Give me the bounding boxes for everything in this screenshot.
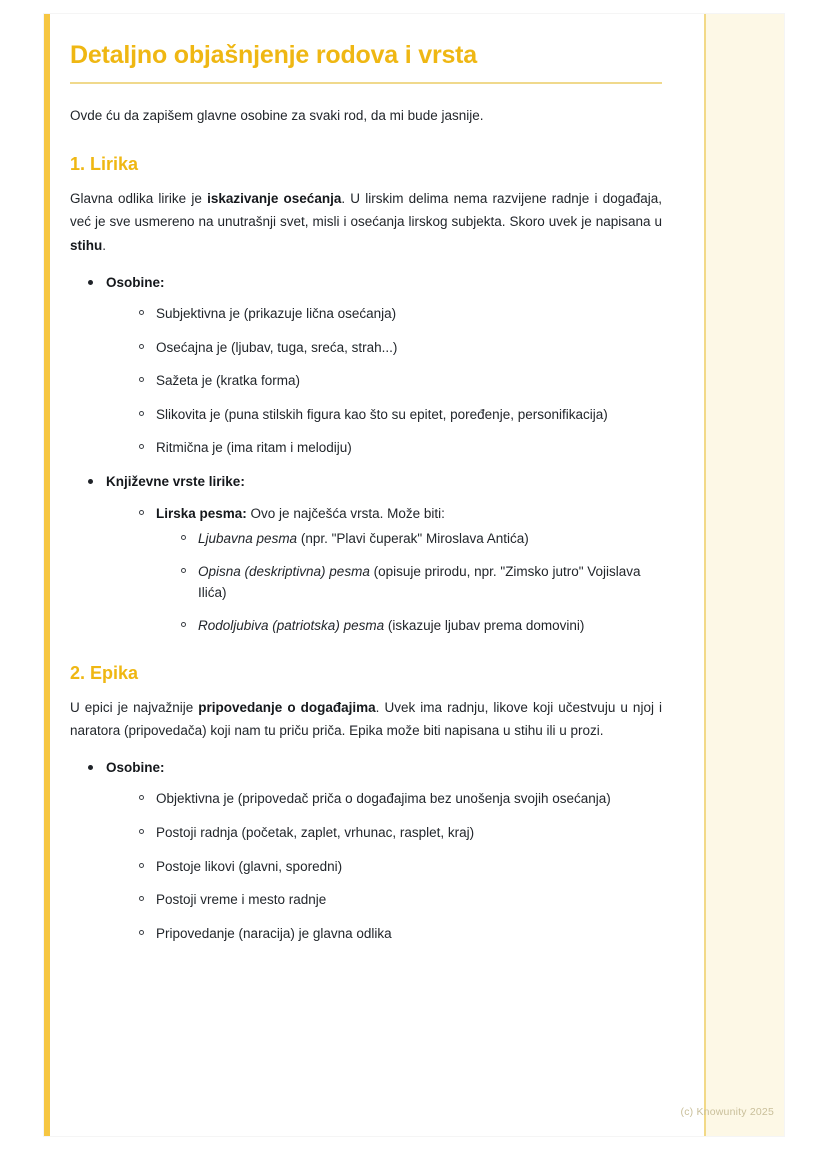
list-item xyxy=(86,757,662,945)
list-item: Postoji radnja (početak, zaplet, vrhunac, rasplet, kraj) xyxy=(136,822,662,844)
list-item-text: (iskazuje ljubav prema domovini) xyxy=(384,618,585,634)
section-heading-epika: 2. Epika xyxy=(70,662,139,683)
list-item xyxy=(178,615,662,637)
list-item: Postoje likovi (glavni, sporedni) xyxy=(136,856,662,878)
list-item xyxy=(86,471,662,637)
sublist xyxy=(106,503,662,637)
section-paragraph-lirika xyxy=(70,187,662,258)
sublist xyxy=(106,303,662,459)
list-item xyxy=(178,528,662,550)
left-accent-bar xyxy=(44,14,50,1136)
text-run-bold: pripovedanje o događajima xyxy=(198,699,376,715)
footer-copyright: (c) Knowunity 2025 xyxy=(680,1106,774,1118)
list-item xyxy=(86,272,662,460)
text-run: . xyxy=(102,237,107,253)
section-paragraph-epika xyxy=(70,696,662,743)
text-run-bold: iskazivanje osećanja xyxy=(207,190,342,206)
list-item-text: Ovo je najčešća vrsta. Može biti: xyxy=(246,505,445,521)
document-content xyxy=(70,14,662,956)
list-group-label: Osobine: xyxy=(106,759,165,775)
list-item: Slikovita je (puna stilskih figura kao što su epitet, poređenje, personifikacija) xyxy=(136,404,662,426)
list-item-emphasis: Ljubavna pesma xyxy=(198,531,298,547)
section-heading-lirika: 1. Lirika xyxy=(70,153,139,174)
title-divider xyxy=(70,82,662,84)
list-group-label: Književne vrste lirike: xyxy=(106,474,245,490)
list-item-emphasis: Rodoljubiva (patriotska) pesma xyxy=(198,618,385,634)
text-run: U epici je najvažnije xyxy=(70,699,199,715)
text-run-bold: stihu xyxy=(70,237,103,253)
text-run: . Uvek ima radnju, likove koji učestvuju u njoj i naratora (pripovedača) koji nam tu priču priča. Epika može biti napisana u stihu ili u prozi. xyxy=(70,699,663,739)
list-item-text: (opisuje prirodu, npr. "Zimsko jutro" Vojislava Ilića) xyxy=(198,563,641,601)
list-osobine-lirika xyxy=(70,272,662,637)
list-osobine-epika xyxy=(70,757,662,945)
list-item: Postoji vreme i mesto radnje xyxy=(136,889,662,911)
list-item xyxy=(136,503,662,637)
list-item: Subjektivna je (prikazuje lična osećanja) xyxy=(136,303,662,325)
list-item: Osećajna je (ljubav, tuga, sreća, strah...) xyxy=(136,337,662,359)
list-item-lead: Lirska pesma: xyxy=(156,505,247,521)
right-tint-column xyxy=(706,14,784,1136)
sublist xyxy=(106,788,662,944)
intro-paragraph: Ovde ću da zapišem glavne osobine za svaki rod, da mi bude jasnije. xyxy=(70,108,484,123)
list-item: Ritmična je (ima ritam i melodiju) xyxy=(136,437,662,459)
page-title: Detaljno objašnjenje rodova i vrsta xyxy=(70,41,478,69)
sublist-vrste xyxy=(156,528,662,636)
list-item: Pripovedanje (naracija) je glavna odlika xyxy=(136,923,662,945)
list-item: Objektivna je (pripovedač priča o događajima bez unošenja svojih osećanja) xyxy=(136,788,662,810)
list-item-emphasis: Opisna (deskriptivna) pesma xyxy=(198,563,370,579)
list-item xyxy=(178,561,662,604)
list-group-label: Osobine: xyxy=(106,274,165,290)
document-page xyxy=(44,14,784,1136)
text-run: . U lirskim delima nema razvijene radnje i događaja, već je sve usmereno na unutrašnji svet, misli i osećanja lirskog subjekta. Skoro uvek je napisana u xyxy=(70,190,662,230)
text-run: Glavna odlika lirike je xyxy=(70,190,208,206)
list-item-text: (npr. "Plavi čuperak" Miroslava Antića) xyxy=(297,531,529,547)
list-item: Sažeta je (kratka forma) xyxy=(136,370,662,392)
